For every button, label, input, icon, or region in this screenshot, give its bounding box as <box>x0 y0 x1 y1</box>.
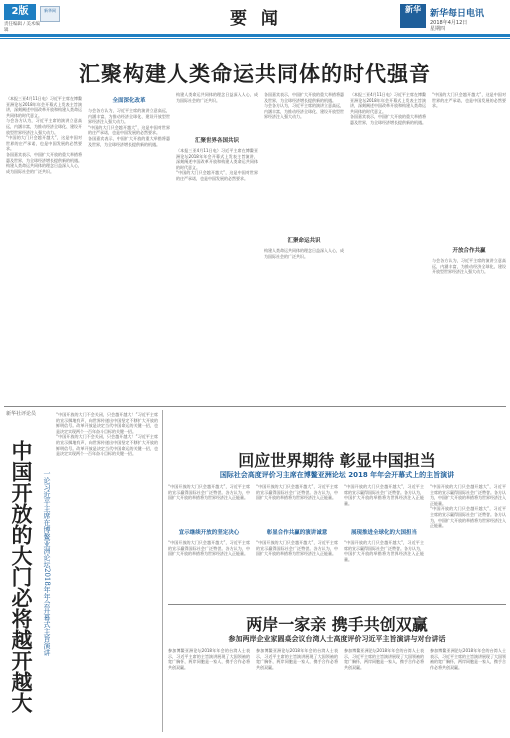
bottom-headline: 两岸一家亲 携手共创双赢 <box>246 615 428 634</box>
bottom-column-2 <box>256 648 338 732</box>
brand-logo: 新华 <box>400 4 426 28</box>
bottom-paragraph: 参加博鳌亚洲论坛2018年年会的台湾人士表示，习近平主席的主旨演讲展现了大国领袖的宽广胸怀，两岸同胞是一家人，携手合作必将共创双赢。 <box>430 648 506 670</box>
bottom-paragraph: 参加博鳌亚洲论坛2018年年会的台湾人士表示，习近平主席的主旨演讲展现了大国领袖的宽广胸怀，两岸同胞是一家人，携手合作必将共创双赢。 <box>256 648 338 670</box>
lead-paragraph: 与会各方认为，习近平主席的演讲立意高远，内涵丰富，为推动经济全球化、建设开放型世界经济注入强大动力。 <box>432 258 506 275</box>
commentary-body <box>56 412 158 732</box>
lead-paragraph: “中国的大门只会越开越大”，这是中国对世界的庄严承诺，也是中国发展的必然要求。 <box>176 170 258 181</box>
lead-paragraph: 各国嘉宾表示，中国扩大开放的重大举措将惠及世界，为全球经济增长提供新的机遇。 <box>6 151 82 163</box>
commentary-title: 中国开放的大门必将越开越大 <box>9 440 34 713</box>
middle-paragraph: “中国开放的大门只会越开越大”，习近平主席的宣示赢得国际社会广泛赞誉。各方认为，中国扩大开放的举措将为世界经济注入正能量。 <box>430 484 506 506</box>
lead-column-1 <box>6 96 82 396</box>
middle-column-4 <box>430 484 506 594</box>
commentary-subtitle: 一论习近平主席在博鳌亚洲论坛2018年年会开幕式主旨演讲 <box>43 470 51 656</box>
middle-subhead: 展现推进全球化的大国担当 <box>350 530 417 536</box>
bottom-column-1 <box>168 648 250 732</box>
header-rule <box>0 34 510 37</box>
lead-paragraph: 构建人类命运共同体的理念日益深入人心，成为国际社会的广泛共识。 <box>264 248 344 259</box>
lead-column-2 <box>88 96 170 378</box>
middle-column-text <box>344 484 424 524</box>
middle-paragraph: “中国开放的大门只会越开越大”，习近平主席的宣示赢得国际社会广泛赞誉。各方认为，中国扩大开放的举措将为世界经济注入正能量。 <box>168 484 250 501</box>
lead-subhead: 开放合作共赢 <box>452 248 486 254</box>
middle-headline: 回应世界期待 彰显中国担当 <box>238 451 436 470</box>
commentary-divider <box>162 410 163 732</box>
lead-subhead: 全面深化改革 <box>112 98 146 104</box>
lead-paragraph: （本报三亚4月11日电）习近平主席在博鳌亚洲论坛2018年年会开幕式上发表主旨演讲，深刻阐述中国改革开放和构建人类命运共同体的时代意义。 <box>350 92 426 114</box>
bottom-paragraph: 参加博鳌亚洲论坛2018年年会的台湾人士表示，习近平主席的主旨演讲展现了大国领袖的宽广胸怀，两岸同胞是一家人，携手合作必将共创双赢。 <box>344 648 424 670</box>
lead-column-text <box>350 92 426 392</box>
middle-column-2 <box>256 484 338 590</box>
lead-paragraph: “中国的大门只会越开越大”，这是中国对世界的庄严承诺，也是中国发展的必然要求。 <box>88 124 170 136</box>
middle-column-text <box>168 540 250 590</box>
commentary-label: 新华社评论员 <box>6 411 37 417</box>
lead-column-text <box>176 148 258 368</box>
paper-name: 新华每日电讯 <box>430 9 485 19</box>
lead-column-text <box>176 92 258 132</box>
lead-paragraph: 构建人类命运共同体的理念日益深入人心，成为国际社会的广泛共识。 <box>6 163 82 174</box>
bottom-column-4 <box>430 648 506 732</box>
lead-headline: 汇聚构建人类命运共同体的时代强音 <box>79 61 431 86</box>
bottom-paragraph: 参加博鳌亚洲论坛2018年年会的台湾人士表示，习近平主席的主旨演讲展现了大国领袖的宽广胸怀，两岸同胞是一家人，携手合作必将共创双赢。 <box>168 648 250 670</box>
middle-column-3 <box>344 484 424 590</box>
lead-column-4 <box>264 92 344 358</box>
lead-paragraph: “中国的大门只会越开越大”，这是中国对世界的庄严承诺，也是中国发展的必然要求。 <box>432 92 506 109</box>
lead-paragraph: 与会各方认为，习近平主席的演讲立意高远，内涵丰富，为推动经济全球化、建设开放型世界经济注入强大动力。 <box>264 103 344 120</box>
middle-paragraph: “中国开放的大门只会越开越大”，习近平主席的宣示赢得国际社会广泛赞誉。各方认为，中国扩大开放的举措将为世界经济注入正能量。 <box>430 506 506 529</box>
lead-paragraph: “中国的大门只会越开越大”，这是中国对世界的庄严承诺，也是中国发展的必然要求。 <box>6 135 82 152</box>
section-title: 要 闻 <box>230 9 282 29</box>
middle-paragraph: “中国开放的大门只会越开越大”，习近平主席的宣示赢得国际社会广泛赞誉。各方认为，中国扩大开放的举措将为世界经济注入正能量。 <box>168 540 250 557</box>
middle-column-text <box>344 540 424 590</box>
middle-paragraph: “中国开放的大门只会越开越大”，习近平主席的宣示赢得国际社会广泛赞誉。各方认为，中国扩大开放的举措将为世界经济注入正能量。 <box>256 484 338 501</box>
issue-date: 2018年4月12日 <box>430 20 468 26</box>
lead-paragraph: 构建人类命运共同体的理念日益深入人心，成为国际社会的广泛共识。 <box>176 92 258 103</box>
lead-paragraph: 与会各方认为，习近平主席的演讲立意高远，内涵丰富，为推动经济全球化、建设开放型世界经济注入强大动力。 <box>88 108 170 125</box>
section-divider <box>4 406 506 407</box>
middle-column-text <box>168 484 250 524</box>
middle-subhead: 宣示继续开放的坚定决心 <box>178 530 240 536</box>
page-number: 2版 <box>4 4 36 20</box>
bottom-subtitle: 参加两岸企业家圆桌会议台湾人士高度评价习近平主旨演讲与对台讲话 <box>228 635 446 643</box>
lead-column-text <box>264 248 344 358</box>
lead-column-text <box>88 108 170 378</box>
date-line <box>430 20 467 32</box>
commentary-paragraph: “中国开放的大门不会关闭，只会越开越大！”习近平主席的宣示掷地有声，向世界传递出中国坚定不移扩大开放的鲜明信号。改革开放是决定当代中国命运的关键一招，也是决定实现两个一百年奋斗目标的关键一招。 <box>56 412 158 434</box>
page-editor-label: 责任编辑 / 美术编辑 <box>4 22 40 33</box>
middle-paragraph: “中国开放的大门只会越开越大”，习近平主席的宣示赢得国际社会广泛赞誉。各方认为，中国扩大开放的举措将为世界经济注入正能量。 <box>344 540 424 562</box>
lead-paragraph: 各国嘉宾表示，中国扩大开放的重大举措将惠及世界，为全球经济增长提供新的机遇。 <box>264 92 344 103</box>
middle-subhead: 彰显合作共赢的演讲诚意 <box>266 530 328 536</box>
lead-paragraph: 与会各方认为，习近平主席的演讲立意高远，内涵丰富，为推动经济全球化、建设开放型世界经济注入强大动力。 <box>6 118 82 135</box>
middle-column-text <box>256 484 338 524</box>
middle-column-text <box>256 540 338 590</box>
lead-column-5 <box>350 92 426 392</box>
lead-column-text <box>432 92 506 242</box>
issue-weekday: 星期四 <box>430 26 446 32</box>
middle-column-1 <box>168 484 250 590</box>
middle-subtitle: 国际社会高度评价习主席在博鳌亚洲论坛 2018 年年会开幕式上的主旨演讲 <box>219 471 455 479</box>
middle-paragraph: “中国开放的大门只会越开越大”，习近平主席的宣示赢得国际社会广泛赞誉。各方认为，中国扩大开放的举措将为世界经济注入正能量。 <box>344 484 424 506</box>
lead-subhead: 汇聚命运共识 <box>287 238 321 244</box>
lead-paragraph: （本报三亚4月11日电）习近平主席在博鳌亚洲论坛2018年年会开幕式上发表主旨演讲，深刻阐述中国改革开放和构建人类命运共同体的时代意义。 <box>6 96 82 118</box>
middle-divider <box>168 604 506 605</box>
lead-paragraph: （本报三亚4月11日电）习近平主席在博鳌亚洲论坛2018年年会开幕式上发表主旨演讲，深刻阐述中国改革开放和构建人类命运共同体的时代意义。 <box>176 148 258 170</box>
lead-column-3 <box>176 92 258 368</box>
lead-subhead: 汇聚世界各国共识 <box>194 138 239 144</box>
lead-column-text <box>432 258 506 398</box>
lead-paragraph: 各国嘉宾表示，中国扩大开放的重大举措将惠及世界，为全球经济增长提供新的机遇。 <box>350 114 426 125</box>
lead-paragraph: 各国嘉宾表示，中国扩大开放的重大举措将惠及世界，为全球经济增长提供新的机遇。 <box>88 135 170 147</box>
middle-paragraph: “中国开放的大门只会越开越大”，习近平主席的宣示赢得国际社会广泛赞誉。各方认为，中国扩大开放的举措将为世界经济注入正能量。 <box>256 540 338 557</box>
commentary-paragraph: “中国开放的大门不会关闭，只会越开越大！”习近平主席的宣示掷地有声，向世界传递出中国坚定不移扩大开放的鲜明信号。改革开放是决定当代中国命运的关键一招，也是决定实现两个一百年奋斗目标的关键一招。 <box>56 434 158 457</box>
lead-column-6 <box>432 92 506 398</box>
lead-column-text <box>264 92 344 232</box>
xinhua-logo: 新华网 <box>40 6 60 22</box>
bottom-column-3 <box>344 648 424 732</box>
header-rule-thin <box>0 38 510 39</box>
